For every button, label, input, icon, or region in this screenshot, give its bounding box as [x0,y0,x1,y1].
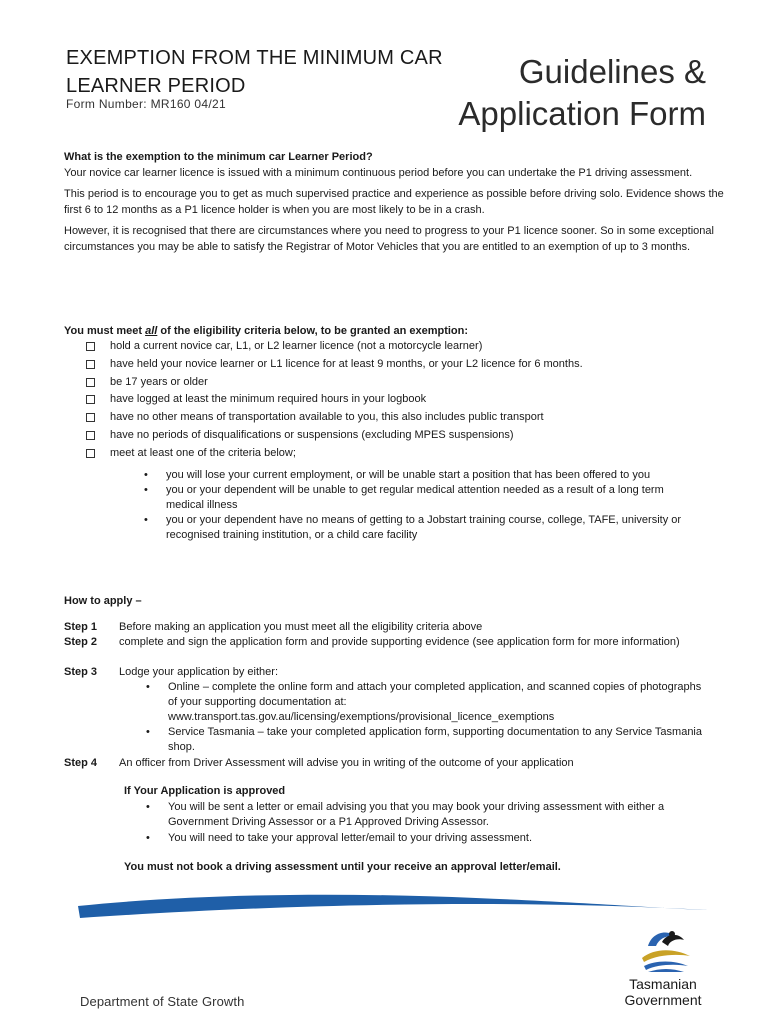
approved-item [146,800,706,830]
lodge-option-online [146,680,706,725]
lodge-option-text: Service Tasmania – take your completed application form, supporting documentation to any Service Tasmania shop. [168,726,702,753]
criteria-heading-emphasis: all [145,325,158,337]
criteria-item-text: have no other means of transportation available to you, this also includes public transport [110,411,544,424]
lodge-options-list [146,680,706,755]
step-3-label: Step 3 [64,666,98,678]
logo-line1: Tasmanian [629,976,697,992]
lodge-option-service-tasmania [146,725,706,755]
sub-criteria-item [144,513,694,543]
bullet-icon: • [146,832,150,844]
criteria-item-text: hold a current novice car, L1, or L2 learner licence (not a motorcycle learner) [110,340,483,352]
criteria-item[interactable] [86,391,706,409]
criteria-heading-post: of the eligibility criteria below, to be granted an exemption: [157,325,469,337]
department-name: Department of State Growth [80,994,245,1009]
checkbox-icon[interactable] [86,431,95,440]
step-2-label: Step 2 [64,636,98,648]
approved-heading: If Your Application is approved [124,785,286,797]
criteria-item[interactable] [86,374,706,392]
criteria-item[interactable] [86,409,706,427]
bullet-icon: • [144,484,148,497]
form-number: Form Number: MR160 04/21 [66,97,226,111]
checkbox-icon[interactable] [86,395,95,404]
intro-paragraph-2: This period is to encourage you to get as much supervised practice and experience as possible before driving solo. Evidence shows the first 6 to 12 months as a P1 licence holder is when you are most likely to be in a crash. [64,188,724,216]
criteria-item-text: have no periods of disqualifications or suspensions (excluding MPES suspensions) [110,428,514,441]
guidelines-line1: Guidelines & [518,53,706,90]
criteria-item-text: be 17 years or older [110,375,208,388]
criteria-item[interactable] [86,445,706,463]
how-to-apply-heading: How to apply – [64,595,142,607]
intro-paragraph-3: However, it is recognised that there are circumstances where you need to progress to your P1 licence sooner. So in some exceptional circumstances you may be able to satisfy the Registrar of Motor Vehicles that you are entitled to an exemption of up to 3 months. [64,225,714,253]
document-title: EXEMPTION FROM THE MINIMUM CAR LEARNER PERIOD [66,47,443,97]
sub-criteria-text: you will lose your current employment, or will be unable start a position that has been offered to you [166,469,651,481]
bullet-icon: • [144,469,148,481]
criteria-heading-pre: You must meet [64,325,146,337]
tasmanian-government-logo-icon [638,924,694,974]
intro-paragraph-1: Your novice car learner licence is issued with a minimum continuous period before you can undertake the P1 driving assessment. [64,166,693,179]
bullet-icon: • [144,514,148,527]
checkbox-icon[interactable] [86,342,95,351]
criteria-item[interactable] [86,338,706,356]
bullet-icon: • [146,726,150,738]
logo-wordmark [600,976,726,1008]
checkbox-icon[interactable] [86,378,95,387]
step-2-text: complete and sign the application form and provide supporting evidence (see application form for more information) [119,636,680,648]
bullet-icon: • [146,801,150,813]
sub-criteria-text: you or your dependent have no means of getting to a Jobstart training course, college, TAFE, university or recognised training institution, or a child care facility [166,514,682,542]
lodge-option-text: Online – complete the online form and attach your completed application, and scanned copies of photographs of your supporting documentation at: www.transport.tas.gov.au/licensing/exemptions/provisional_licence_exemptions [168,681,702,723]
criteria-item-text: meet at least one of the criteria below; [110,446,296,459]
intro-section [64,150,724,261]
step-3-text: Lodge your application by either: [119,666,278,678]
approved-list [146,800,706,847]
criteria-item[interactable] [86,356,706,374]
logo-line2: Government [624,992,702,1008]
step-1-label: Step 1 [64,621,98,633]
intro-question: What is the exemption to the minimum car Learner Period? [64,151,373,163]
blue-swoosh-decoration [76,890,710,920]
checkbox-icon[interactable] [86,413,95,422]
guidelines-line2: Application Form [458,95,706,132]
guidelines-heading [458,51,706,135]
sub-criteria-text: you or your dependent will be unable to get regular medical attention needed as a result of a long term medical illness [166,484,664,512]
checkbox-icon[interactable] [86,360,95,369]
bullet-icon: • [146,681,150,693]
criteria-item[interactable] [86,427,706,445]
approved-item-text: You will need to take your approval letter/email to your driving assessment. [168,832,533,844]
criteria-item-text: have held your novice learner or L1 licence for at least 9 months, or your L2 licence for 6 months. [110,357,583,370]
sub-criteria-item [144,468,694,483]
checkbox-icon[interactable] [86,449,95,458]
booking-warning: You must not book a driving assessment until your receive an approval letter/email. [124,861,561,873]
sub-criteria-list [144,468,694,543]
step-4-label: Step 4 [64,757,98,769]
approved-item-text: You will be sent a letter or email advising you that you may book your driving assessment with either a Government Driving Assessor or a P1 Approved Driving Assessor. [168,801,665,828]
sub-criteria-item [144,483,694,513]
criteria-checklist [86,338,706,463]
criteria-item-text: have logged at least the minimum required hours in your logbook [110,393,427,406]
step-4-text: An officer from Driver Assessment will advise you in writing of the outcome of your application [119,757,574,769]
approved-item [146,831,706,846]
step-1-text: Before making an application you must meet all the eligibility criteria above [119,621,483,633]
